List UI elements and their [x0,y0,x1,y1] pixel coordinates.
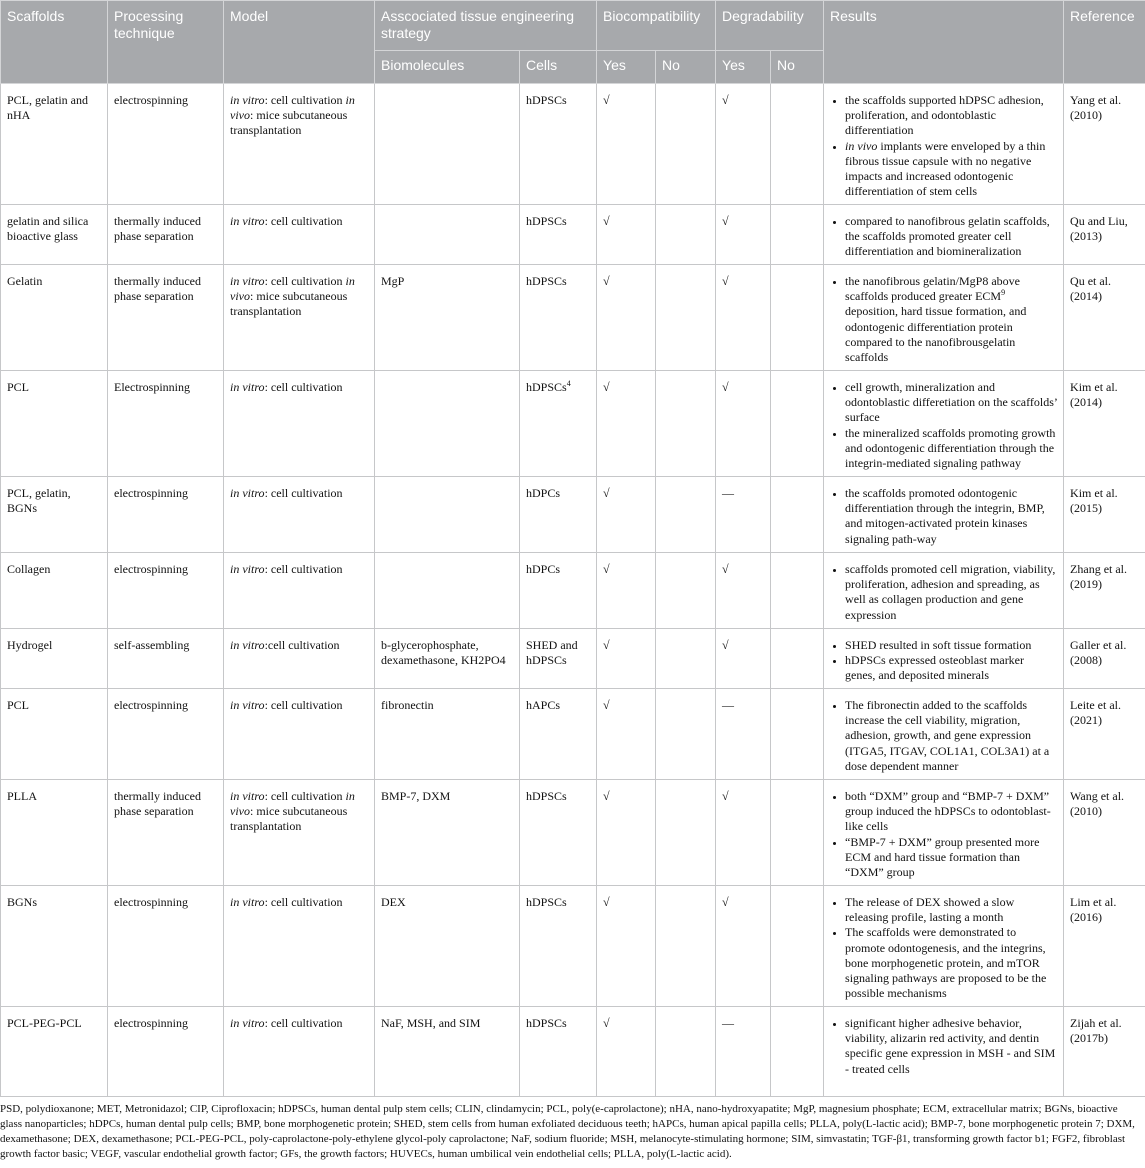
text-run: the nanofibrous gelatin/MgP8 above scaffolds produced greater ECM [845,274,1020,304]
cell-reference: Zijah et al. (2017b) [1064,1007,1145,1097]
cell-technique: electrospinning [108,689,224,780]
cell-biocompat-no [656,84,716,205]
table-row [1,780,1145,886]
header-biocompat-no: No [656,51,716,84]
cells-text: hDPCs [526,562,561,576]
cell-biomolecules [375,84,520,205]
text-run: : cell cultivation [264,698,343,712]
cell-degrad-no [771,1007,824,1097]
cell-reference: Kim et al. (2014) [1064,371,1145,477]
cell-biomolecules: MgP [375,265,520,371]
italic-term: in vitro [230,1016,265,1030]
cell-degrad-yes: √ [716,553,771,629]
results-list [832,895,1057,1001]
text-run: The fibronectin added to the scaffolds increase the cell viability, migration, adhesion, growth, and gene expression (ITGA5, ITGAV, COL1A1, COL3A1) at a dose dependent manner [845,698,1050,773]
cell-model [224,553,375,629]
cell-cells [520,553,597,629]
cell-model [224,265,375,371]
cell-scaffold: PCL-PEG-PCL [1,1007,108,1097]
cell-model [224,477,375,553]
cell-cells [520,689,597,780]
cell-cells [520,886,597,1007]
results-list [832,638,1057,684]
cell-degrad-yes: — [716,689,771,780]
header-cells: Cells [520,51,597,84]
text-run: hDPSCs expressed osteoblast marker genes, and deposited minerals [845,653,1025,683]
text-run: significant higher adhesive behavior, viability, alizarin red activity, and dentin specific gene expression in MSH - and SIM - treated cells [845,1016,1056,1076]
cells-text: SHED and hDPSCs [526,638,578,668]
italic-term: in vivo [230,93,355,123]
result-item [845,486,1057,547]
cell-scaffold: PCL, gelatin, BGNs [1,477,108,553]
results-list [832,486,1057,547]
italic-term: in vivo [845,138,878,153]
cell-degrad-yes: — [716,477,771,553]
cell-degrad-yes: √ [716,84,771,205]
text-run: : cell cultivation [264,274,346,288]
italic-term: in vitro [230,562,265,576]
text-run: : cell cultivation [264,486,343,500]
cell-degrad-yes: √ [716,886,771,1007]
cell-scaffold: PLLA [1,780,108,886]
cell-biocompat-no [656,371,716,477]
italic-term: in vitro [230,380,265,394]
cell-model [224,886,375,1007]
text-run: : cell cultivation [264,93,346,107]
results-list [832,214,1057,260]
cell-biocompat-no [656,205,716,265]
table-row [1,553,1145,629]
cell-biocompat-yes: √ [597,205,656,265]
text-run: SHED resulted in soft tissue formation [845,638,1032,652]
italic-term: in vitro [230,895,265,909]
cell-model [224,371,375,477]
text-run: scaffolds promoted cell migration, viability, proliferation, adhesion and spreading, as well as collagen production and gene expression [845,562,1056,622]
cell-technique: electrospinning [108,1007,224,1097]
cell-reference: Qu and Liu, (2013) [1064,205,1145,265]
text-run: : cell cultivation [264,789,346,803]
table-footnote: PSD, polydioxanone; MET, Metronidazol; CIP, Ciprofloxacin; hDPSCs, human dental pulp stem cells; CLIN, clindamycin; PCL, poly(e-caprolactone); nHA, nano-hydroxyapatite; MgP, magnesium phosphate; ECM, extracellular matrix; BGNs, bioactive glass nanoparticles; hDPCs, human dental pulp cells; BMP, bone morphogenetic protein; SHED, stem cells from human exfoliated deciduous teeth; hAPCs, human apical papilla cells; PLLA, poly(L-lactic acid); BMP-7, bone morphogenetic protein 7; DXM, dexamethasone; DEX, dexamethasone; PCL-PEG-PCL, poly-caprolactone-poly-ethylene glycol-poly caprolactone; NaF, sodium fluoride; MSH, melanocyte-stimulating hormone; SIM, simvastatin; TGF-β1, transforming growth factor b1; FGF2, fibroblast growth factor basic; VEGF, vascular endothelial growth factor; GFs, the growth factors; HUVECs, human umbilical vein endothelial cells; PLLA, poly(L-lactic acid). [0,1103,1135,1160]
text-run: compared to nanofibrous gelatin scaffolds, the scaffolds promoted greater cell differentiation and biomineralization [845,214,1050,259]
cell-biomolecules [375,371,520,477]
result-item [845,380,1057,426]
cell-biocompat-no [656,780,716,886]
text-run: : cell cultivation [264,895,343,909]
header-processing-technique: Processing technique [108,1,224,84]
header-degrad-no: No [771,51,824,84]
result-item [845,638,1057,653]
table-row [1,84,1145,205]
footnote-marker: 4 [566,379,571,388]
cell-scaffold: BGNs [1,886,108,1007]
result-item [845,93,1057,139]
table-row [1,629,1145,689]
cell-cells [520,629,597,689]
cell-technique: electrospinning [108,84,224,205]
cell-results [824,477,1064,553]
result-item [845,835,1057,881]
italic-term: in vitro [230,274,265,288]
cell-biocompat-yes: √ [597,371,656,477]
result-item [845,214,1057,260]
cell-degrad-no [771,477,824,553]
italic-term: in vitro [230,698,265,712]
cell-biocompat-no [656,553,716,629]
cell-degrad-no [771,84,824,205]
text-run: “BMP-7 + DXM” group presented more ECM and hard tissue formation than “DXM” group [845,834,1040,880]
cell-cells [520,265,597,371]
cell-biomolecules: fibronectin [375,689,520,780]
result-item [845,274,1057,365]
cell-biocompat-yes: √ [597,1007,656,1097]
cell-technique: electrospinning [108,886,224,1007]
text-run: : cell cultivation [264,562,343,576]
text-run: : mice subcutaneous transplantation [230,804,348,834]
cell-cells [520,1007,597,1097]
text-run: The scaffolds were demonstrated to promote odontogenesis, and the integrins, bone morphogenetic protein, and mTOR signaling pathways are proposed to be the possible mechanisms [845,925,1047,1001]
cells-text: hAPCs [526,698,561,712]
cell-reference: Lim et al. (2016) [1064,886,1145,1007]
result-item [845,895,1057,925]
cell-biocompat-yes: √ [597,629,656,689]
cell-results [824,1007,1064,1097]
text-run: : cell cultivation [264,214,343,228]
cell-biomolecules [375,477,520,553]
cell-reference: Kim et al. (2015) [1064,477,1145,553]
cell-results [824,886,1064,1007]
italic-term: in vitro [230,486,265,500]
result-item [845,139,1057,200]
cell-degrad-yes: √ [716,780,771,886]
cell-biocompat-yes: √ [597,553,656,629]
footnote-marker: 9 [1001,288,1006,298]
cell-results [824,629,1064,689]
cell-degrad-yes: — [716,1007,771,1097]
cell-cells [520,205,597,265]
results-list [832,380,1057,471]
table-row [1,477,1145,553]
table-row [1,205,1145,265]
cell-biomolecules: NaF, MSH, and SIM [375,1007,520,1097]
result-item [845,653,1057,683]
table-row [1,689,1145,780]
cell-results [824,553,1064,629]
cells-text: hDPSCs [526,1016,567,1030]
header-results: Results [824,1,1064,84]
cells-text: hDPSCs [526,895,567,909]
cell-biocompat-no [656,689,716,780]
result-item [845,789,1057,835]
cell-biocompat-no [656,629,716,689]
cell-cells [520,780,597,886]
cell-cells [520,477,597,553]
cell-results [824,780,1064,886]
cell-technique: thermally induced phase separation [108,265,224,371]
results-list [832,562,1057,623]
results-list [832,93,1057,199]
cell-scaffold: PCL [1,371,108,477]
text-run: the scaffolds promoted odontogenic differentiation through the integrin, BMP, and mitogen-activated protein kinases signaling path-way [845,486,1045,546]
cell-model [224,84,375,205]
cell-biocompat-yes: √ [597,689,656,780]
text-run: implants were enveloped by a thin fibrous tissue capsule with no negative impacts and increased odontogenic differentiation of stem cells [845,138,1046,199]
cell-results [824,371,1064,477]
cell-biomolecules: b-glycerophosphate, dexamethasone, KH2PO4 [375,629,520,689]
cell-reference: Yang et al. (2010) [1064,84,1145,205]
cell-biomolecules: BMP-7, DXM [375,780,520,886]
text-run: deposition, hard tissue formation, and odontogenic differentiation protein compared to the nanofibrousgelatin scaffolds [845,304,1027,365]
italic-term: in vitro [230,638,265,652]
cell-reference: Qu et al. (2014) [1064,265,1145,371]
header-biocompatibility: Biocompatibility [597,1,716,51]
italic-term: in vitro [230,789,265,803]
cells-text: hDPSCs [526,789,567,803]
cell-technique: thermally induced phase separation [108,780,224,886]
cell-scaffold: gelatin and silica bioactive glass [1,205,108,265]
results-list [832,1016,1057,1077]
cell-degrad-yes: √ [716,205,771,265]
cell-biocompat-yes: √ [597,477,656,553]
cells-text: hDPSCs [526,380,567,394]
cell-degrad-no [771,265,824,371]
cell-cells [520,84,597,205]
cell-reference: Wang et al. (2010) [1064,780,1145,886]
text-run: : mice subcutaneous transplantation [230,289,348,319]
table-row [1,371,1145,477]
italic-term: in vitro [230,93,265,107]
cell-biocompat-yes: √ [597,84,656,205]
cell-scaffold: Hydrogel [1,629,108,689]
results-list [832,789,1057,880]
result-item [845,562,1057,623]
header-scaffolds: Scaffolds [1,1,108,84]
results-list [832,698,1057,774]
cell-biocompat-no [656,1007,716,1097]
cell-results [824,84,1064,205]
italic-term: in vitro [230,214,265,228]
cells-text: hDPCs [526,486,561,500]
italic-term: in vivo [230,274,355,304]
cell-scaffold: Gelatin [1,265,108,371]
cell-biomolecules: DEX [375,886,520,1007]
cell-degrad-no [771,371,824,477]
table-row [1,886,1145,1007]
header-degradability: Degradability [716,1,824,51]
results-list [832,274,1057,365]
cell-technique: self-assembling [108,629,224,689]
header-biocompat-yes: Yes [597,51,656,84]
cell-technique: Electrospinning [108,371,224,477]
table-header [1,1,1145,84]
cell-scaffold: PCL [1,689,108,780]
result-item [845,925,1057,1001]
cell-results [824,265,1064,371]
cell-reference: Zhang et al. (2019) [1064,553,1145,629]
cell-biocompat-no [656,886,716,1007]
cell-degrad-yes: √ [716,265,771,371]
text-run: : mice subcutaneous transplantation [230,108,348,138]
cell-degrad-yes: √ [716,371,771,477]
header-model: Model [224,1,375,84]
cell-reference: Galler et al. (2008) [1064,629,1145,689]
cell-degrad-yes: √ [716,629,771,689]
text-run: : cell cultivation [264,1016,343,1030]
text-run: both “DXM” group and “BMP-7 + DXM” group induced the hDPSCs to odontoblast-like cells [845,789,1051,834]
cell-scaffold: PCL, gelatin and nHA [1,84,108,205]
text-run: the mineralized scaffolds promoting growth and odontogenic differentiation through the integrin-mediated signaling pathway [845,425,1056,471]
cell-biomolecules [375,205,520,265]
cell-degrad-no [771,780,824,886]
cell-biocompat-no [656,477,716,553]
result-item [845,698,1057,774]
cell-results [824,205,1064,265]
cells-text: hDPSCs [526,274,567,288]
cell-technique: electrospinning [108,553,224,629]
cells-text: hDPSCs [526,214,567,228]
cell-cells [520,371,597,477]
cell-biocompat-no [656,265,716,371]
cell-degrad-no [771,553,824,629]
cell-scaffold: Collagen [1,553,108,629]
text-run: : cell cultivation [264,380,343,394]
cell-technique: electrospinning [108,477,224,553]
result-item [845,1016,1057,1077]
header-strategy: Asscociated tissue engineering strategy [375,1,597,51]
table-row [1,265,1145,371]
text-run: The release of DEX showed a slow releasing profile, lasting a month [845,895,1015,925]
text-run: cell growth, mineralization and odontoblastic differetiation on the scaffolds’ surface [845,380,1057,425]
cell-model [224,780,375,886]
cell-model [224,1007,375,1097]
cell-model [224,689,375,780]
cell-degrad-no [771,689,824,780]
cell-reference: Leite et al. (2021) [1064,689,1145,780]
table-body [1,84,1145,1097]
text-run: the scaffolds supported hDPSC adhesion, proliferation, and odontoblastic differentiation [845,93,1044,138]
result-item [845,426,1057,472]
cell-biocompat-yes: √ [597,886,656,1007]
cell-biocompat-yes: √ [597,265,656,371]
cell-biomolecules [375,553,520,629]
header-biomolecules: Biomolecules [375,51,520,84]
cell-technique: thermally induced phase separation [108,205,224,265]
cell-degrad-no [771,205,824,265]
cell-model [224,205,375,265]
cell-model [224,629,375,689]
header-reference: Reference [1064,1,1145,84]
header-degrad-yes: Yes [716,51,771,84]
table-row [1,1007,1145,1097]
cell-results [824,689,1064,780]
cell-degrad-no [771,886,824,1007]
text-run: :cell cultivation [264,638,340,652]
italic-term: in vivo [230,789,355,819]
cell-degrad-no [771,629,824,689]
cell-biocompat-yes: √ [597,780,656,886]
cells-text: hDPSCs [526,93,567,107]
